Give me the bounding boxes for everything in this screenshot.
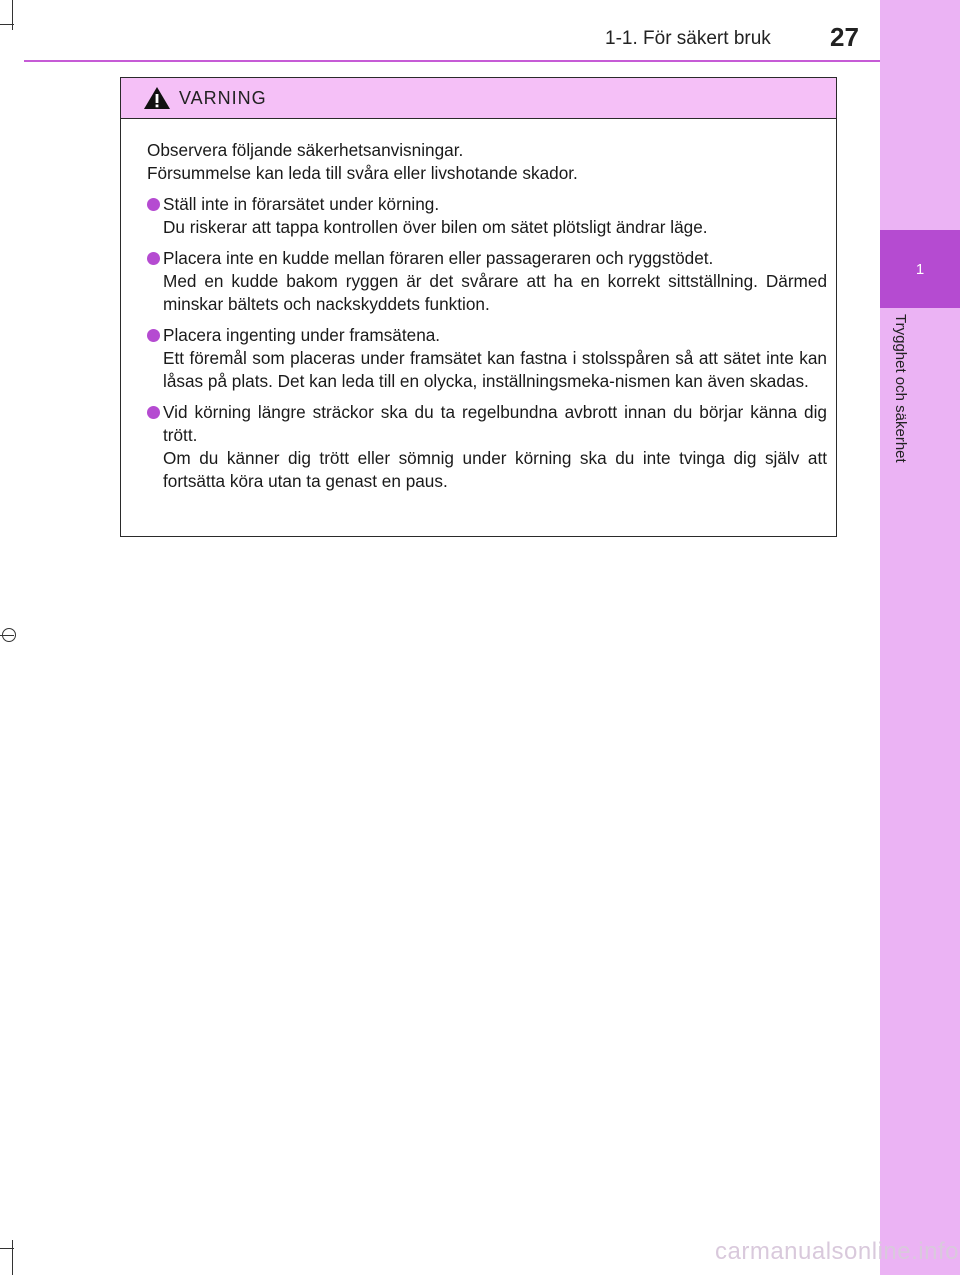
warning-triangle-icon: [143, 86, 171, 110]
chapter-label: [872, 310, 932, 520]
bullet-icon: [147, 406, 160, 419]
item-heading: Placera ingenting under framsätena.: [163, 325, 441, 345]
item-text: Du riskerar att tappa kontrollen över bilen om sätet plötsligt ändrar läge.: [163, 217, 708, 237]
crop-mark-line: [12, 1240, 13, 1275]
chapter-tab[interactable]: [880, 230, 960, 308]
item-heading: Placera inte en kudde mellan föraren eller passageraren och ryggstödet.: [163, 248, 714, 268]
item-heading: Ställ inte in förarsätet under körning.: [163, 194, 440, 214]
warning-header: [121, 78, 836, 119]
item-text: Med en kudde bakom ryggen är det svårare att ha en korrekt sittställning. Därmed minskar bältets och nackskyddets funktion.: [163, 271, 827, 314]
section-title: 1-1. För säkert bruk: [605, 28, 771, 49]
item-heading: Vid körning längre sträckor ska du ta regelbundna avbrott innan du börjar känna dig trött.: [163, 402, 827, 445]
page-header: [0, 0, 880, 62]
item-text: Om du känner dig trött eller sömnig under körning ska du inte tvinga dig själv att fortsätta köra utan ta genast en paus.: [163, 448, 827, 491]
warning-intro: [147, 139, 827, 185]
chapter-number: 1: [915, 260, 925, 278]
chapter-side-strip: [880, 0, 960, 1275]
bullet-icon: [147, 329, 160, 342]
list-item: [147, 324, 827, 393]
header-rule: [24, 60, 880, 62]
item-text: Ett föremål som placeras under framsätet kan fastna i stolsspåren så att sätet inte kan låsas på plats. Det kan leda till en olycka, inställningsmeka-nismen kan även skadas.: [163, 348, 827, 391]
warning-title: VARNING: [179, 88, 267, 108]
warning-box: [120, 77, 837, 537]
bullet-icon: [147, 198, 160, 211]
page-number: 27: [830, 22, 859, 52]
bullet-icon: [147, 252, 160, 265]
warning-list: [147, 193, 827, 493]
list-item: [147, 401, 827, 493]
intro-line: Försummelse kan leda till svåra eller livshotande skador.: [147, 163, 578, 183]
warning-body: [121, 119, 836, 493]
intro-line: Observera följande säkerhetsanvisningar.: [147, 140, 464, 160]
list-item: [147, 247, 827, 316]
crop-mark-circle: [2, 628, 16, 642]
chapter-label-text: Trygghet och säkerhet: [892, 314, 909, 463]
watermark-logo: carmanualsonline.info: [715, 1238, 959, 1265]
list-item: [147, 193, 827, 239]
